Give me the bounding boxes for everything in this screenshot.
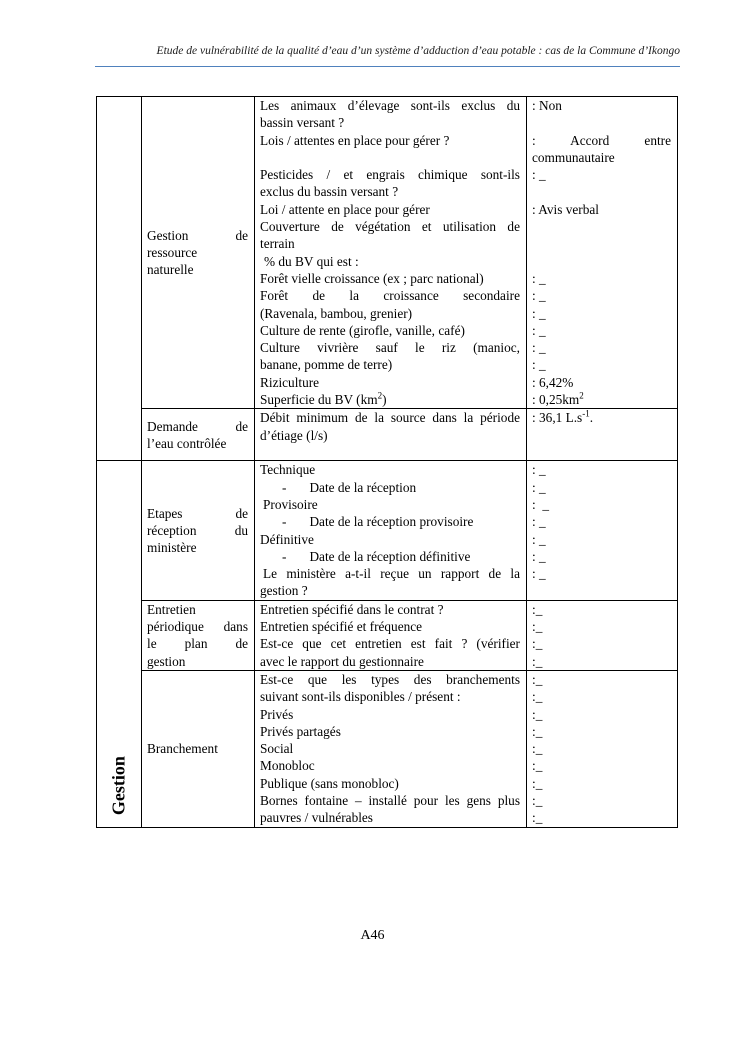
answers-branchement: :_ :_ :_ :_ :_ :_ :_ :_ :_ [527, 670, 678, 827]
row-label-reception: Etapes de réception du ministère [142, 461, 255, 600]
questions-reception: Technique - Date de la réception Provisoire - Date de la réception provisoire Définitive - Date de la réception définitive Le ministère a-t-il reçue un rapport de la gestion ? [255, 461, 527, 600]
answer-demande: : 36,1 $L.s^{-1}$. [527, 409, 678, 461]
questions-entretien: Entretien spécifié dans le contrat ? Entretien spécifié et fréquence Est-ce que cet entretien est fait ? (vérifier avec le rapport du gestionnaire [255, 600, 527, 670]
page-number: A46 [360, 928, 385, 943]
row-label-ressource: Gestion de ressource naturelle [142, 97, 255, 409]
table-row [97, 670, 678, 827]
running-header: Etude de vulnérabilité de la qualité d’eau d’un système d’adduction d’eau potable : cas de la Commune d’Ikongo [156, 45, 680, 57]
row-label-entretien: Entretien périodique dans le plan de gestion [142, 600, 255, 670]
answers-ressource: : Non : Accord entre communautaire : _ : Avis verbal : _ : _ : _ : _ : _ : _ : 6,42% : $0,25km^2$ [527, 97, 678, 409]
row-label-branchement: Branchement [142, 670, 255, 827]
answers-entretien: :_ :_ :_ :_ [527, 600, 678, 670]
table-row [97, 97, 678, 409]
section-label-gestion: Gestion [108, 756, 129, 816]
row-label-demande: Demande de l’eau contrôlée [142, 409, 255, 461]
table-row [97, 600, 678, 670]
answers-reception: : _ : _ : _ : _ : _ : _ : _ [527, 461, 678, 600]
section-cell-top [97, 97, 142, 461]
table-row [97, 409, 678, 461]
section-cell-gestion [97, 461, 142, 827]
question-demande: Débit minimum de la source dans la période d’étiage (l/s) [255, 409, 527, 461]
questionnaire-table [96, 96, 678, 828]
questions-branchement: Est-ce que les types des branchements suivant sont-ils disponibles / présent : Privés Privés partagés Social Monobloc Publique (sans monobloc) Bornes fontaine – installé pour les gens plus pauvres / vulnérables [255, 670, 527, 827]
header-rule [95, 66, 680, 67]
questions-ressource: Les animaux d’élevage sont-ils exclus du bassin versant ? Lois / attentes en place pour gérer ? Pesticides / et engrais chimique sont-ils exclus du bassin versant ? Loi / attente en place pour gérer Couverture de végétation et utilisation de terrain % du BV qui est : Forêt vielle croissance (ex ; parc national) Forêt de la croissance secondaire (Ravenala, bambou, grenier) Culture de rente (girofle, vanille, café) Culture vivrière sauf le riz (manioc, banane, pomme de terre) Riziculture Superficie du BV $(km^2)$ [255, 97, 527, 409]
table-row [97, 461, 678, 600]
